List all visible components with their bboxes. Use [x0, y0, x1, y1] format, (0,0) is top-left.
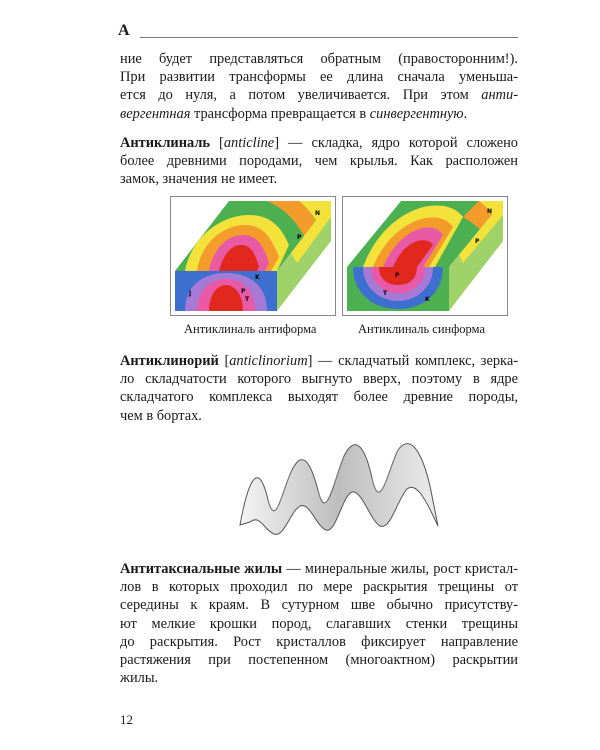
anticline-latin: anticline	[223, 135, 275, 151]
anticlinorium-line-2: ло складчатости которого выгнуто вверх, поэтому в ядре	[120, 371, 518, 388]
intro-line-3-text: ется до нуля, а потом увеличивается. При этом	[120, 87, 469, 104]
anticlinorium-latin: anticlinorium	[229, 353, 308, 369]
anticline-line-1: Антиклиналь [anticline] — складка, ядро которой сложено	[120, 135, 518, 151]
intro-paragraph	[120, 50, 518, 123]
caption-antiform: Антиклиналь антиформа	[184, 322, 317, 336]
anticlinorium-surface	[240, 444, 438, 535]
antiform-label-p-side: P	[297, 234, 302, 241]
synform-label-k: K	[425, 296, 430, 303]
intro-italic-anti: анти-	[481, 87, 518, 104]
anticlinorium-line-1: Антиклинорий [anticlinorium] — складчатый комплекс, зерка-	[120, 353, 518, 369]
synform-label-n: N	[487, 208, 493, 215]
entry-antitaxial-veins	[120, 560, 518, 687]
caption-synform: Антиклиналь синформа	[358, 322, 485, 336]
antitaxial-def-1: — минеральные жилы, рост кристал-	[286, 561, 518, 577]
anticlinorium-term: Антиклинорий	[120, 353, 219, 369]
anticlinorium-figure	[230, 430, 450, 540]
header-rule	[140, 37, 518, 38]
anticline-term: Антиклиналь	[120, 135, 210, 151]
intro-line-3	[120, 86, 518, 104]
antiform-label-p: P	[241, 288, 246, 295]
intro-line-2: При развитии трансформы ее длина сначала уменьша-	[120, 69, 518, 86]
antitaxial-line-2: лов в которых проходил по мере раскрытия трещины от	[120, 579, 518, 596]
intro-line-4	[120, 105, 518, 123]
anticline-def-1: — складка, ядро которой сложено	[288, 135, 518, 151]
anticlinorium-line-3: складчатого комплекса выходят более древние породы,	[120, 389, 518, 406]
intro-line-1: ние будет представляться обратным (правосторонним!).	[120, 51, 518, 67]
synform-label-p-side: P	[475, 238, 480, 245]
intro-italic-vergent: вергентная	[120, 105, 191, 122]
intro-line-4-text: трансформа превращается в	[194, 105, 367, 122]
section-letter: А	[118, 22, 130, 39]
intro-italic-synvergent: синвергентную	[369, 105, 464, 122]
antiform-block-diagram	[171, 197, 335, 315]
anticlinorium-def-1: — складчатый комплекс, зерка-	[318, 353, 518, 369]
antitaxial-line-4: ют мелкие крошки пород, слагавших стенки трещины	[120, 615, 518, 632]
entry-anticline	[120, 134, 518, 189]
synform-block-diagram	[343, 197, 507, 315]
entry-anticlinorium	[120, 352, 518, 425]
anticline-line-3: замок, значения не имеет.	[120, 171, 278, 188]
antitaxial-line-6: растяжения при постепенном (многоактном) раскрытии	[120, 652, 518, 669]
anticline-line-2: более древними породами, чем крылья. Как расположен	[120, 153, 518, 170]
antitaxial-line-7: жилы.	[120, 670, 159, 687]
intro-period: .	[463, 105, 468, 122]
antitaxial-term: Антитаксиальные жилы	[120, 561, 283, 577]
antiform-label-k: K	[255, 274, 260, 281]
page-number: 12	[120, 712, 133, 727]
synform-label-t: T	[383, 290, 388, 297]
antiform-label-t: T	[245, 296, 250, 303]
antitaxial-line-5: до раскрытия. Рост кристаллов фиксирует направление	[120, 633, 518, 650]
antiform-label-j: J	[189, 290, 192, 297]
figure-anticline-antiform	[170, 196, 336, 316]
anticlinorium-line-4: чем в бортах.	[120, 407, 202, 424]
synform-label-p: P	[395, 272, 400, 279]
antitaxial-line-3: середины к краям. В сутурном шве обычно присутству-	[120, 597, 518, 614]
figure-anticline-synform	[342, 196, 508, 316]
antiform-label-n: N	[315, 210, 321, 217]
antitaxial-line-1	[120, 560, 518, 578]
